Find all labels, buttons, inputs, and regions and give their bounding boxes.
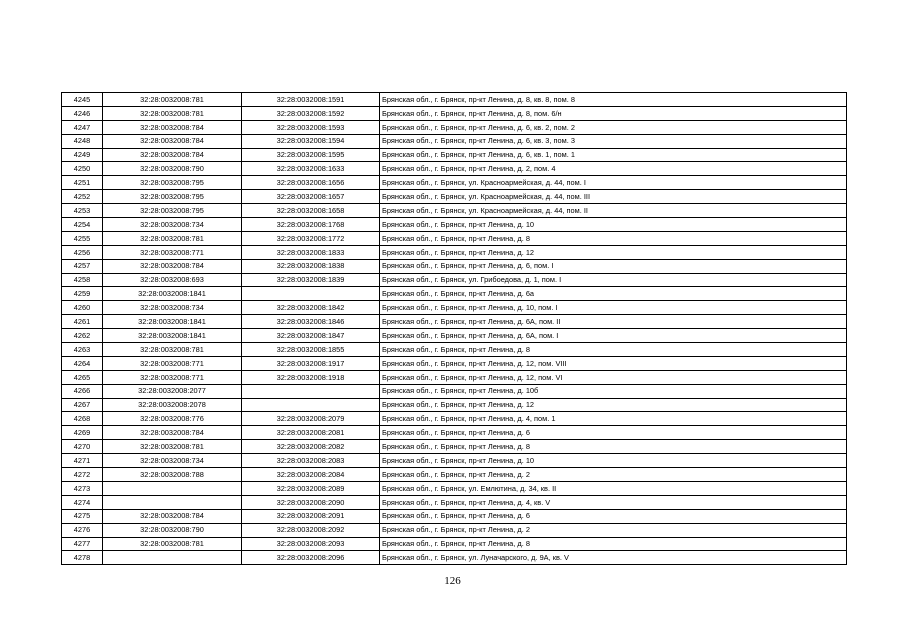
table-row	[62, 412, 847, 426]
parent-cadastral-number-cell: 32:28:0032008:788	[103, 468, 242, 482]
cadastral-number-cell: 32:28:0032008:1657	[242, 190, 380, 204]
address-cell: Брянская обл., г. Брянск, пр-кт Ленина, д. 2	[380, 523, 847, 537]
table-row	[62, 440, 847, 454]
cadastral-number-cell: 32:28:0032008:1768	[242, 218, 380, 232]
cadastral-number-cell	[242, 287, 380, 301]
cadastral-number-cell: 32:28:0032008:1839	[242, 273, 380, 287]
table-row	[62, 343, 847, 357]
address-cell: Брянская обл., г. Брянск, пр-кт Ленина, д. 8, кв. 8, пом. 8	[380, 93, 847, 107]
parent-cadastral-number-cell: 32:28:0032008:795	[103, 204, 242, 218]
address-cell: Брянская обл., г. Брянск, пр-кт Ленина, д. 6	[380, 509, 847, 523]
cadastral-number-cell: 32:28:0032008:1591	[242, 93, 380, 107]
parent-cadastral-number-cell	[103, 495, 242, 509]
cadastral-number-cell: 32:28:0032008:1595	[242, 148, 380, 162]
row-number-cell: 4264	[62, 356, 103, 370]
cadastral-number-cell	[242, 398, 380, 412]
row-number-cell: 4259	[62, 287, 103, 301]
parent-cadastral-number-cell: 32:28:0032008:784	[103, 134, 242, 148]
row-number-cell: 4271	[62, 454, 103, 468]
parent-cadastral-number-cell: 32:28:0032008:776	[103, 412, 242, 426]
table-row	[62, 106, 847, 120]
address-cell: Брянская обл., г. Брянск, пр-кт Ленина, д. 8	[380, 343, 847, 357]
row-number-cell: 4246	[62, 106, 103, 120]
row-number-cell: 4254	[62, 218, 103, 232]
address-cell: Брянская обл., г. Брянск, пр-кт Ленина, д. 6, кв. 3, пом. 3	[380, 134, 847, 148]
address-cell: Брянская обл., г. Брянск, ул. Красноармейская, д. 44, пом. I	[380, 176, 847, 190]
parent-cadastral-number-cell: 32:28:0032008:784	[103, 120, 242, 134]
parent-cadastral-number-cell: 32:28:0032008:693	[103, 273, 242, 287]
address-cell: Брянская обл., г. Брянск, пр-кт Ленина, д. 8	[380, 231, 847, 245]
parent-cadastral-number-cell: 32:28:0032008:784	[103, 426, 242, 440]
parent-cadastral-number-cell	[103, 551, 242, 565]
cadastral-number-cell: 32:28:0032008:1838	[242, 259, 380, 273]
parent-cadastral-number-cell: 32:28:0032008:2078	[103, 398, 242, 412]
cadastral-number-cell: 32:28:0032008:1658	[242, 204, 380, 218]
table-row	[62, 204, 847, 218]
table-row	[62, 190, 847, 204]
table-row	[62, 509, 847, 523]
address-cell: Брянская обл., г. Брянск, пр-кт Ленина, д. 8, пом. 6/н	[380, 106, 847, 120]
address-cell: Брянская обл., г. Брянск, пр-кт Ленина, д. 6, кв. 2, пом. 2	[380, 120, 847, 134]
page-number: 126	[444, 575, 461, 587]
registry-table-body	[62, 93, 847, 565]
row-number-cell: 4249	[62, 148, 103, 162]
address-cell: Брянская обл., г. Брянск, пр-кт Ленина, д. 2	[380, 468, 847, 482]
parent-cadastral-number-cell: 32:28:0032008:2077	[103, 384, 242, 398]
table-row	[62, 231, 847, 245]
row-number-cell: 4274	[62, 495, 103, 509]
row-number-cell: 4255	[62, 231, 103, 245]
table-row	[62, 134, 847, 148]
address-cell: Брянская обл., г. Брянск, ул. Луначарского, д. 9А, кв. V	[380, 551, 847, 565]
row-number-cell: 4256	[62, 245, 103, 259]
row-number-cell: 4277	[62, 537, 103, 551]
parent-cadastral-number-cell: 32:28:0032008:1841	[103, 315, 242, 329]
cadastral-number-cell: 32:28:0032008:2090	[242, 495, 380, 509]
parent-cadastral-number-cell: 32:28:0032008:781	[103, 537, 242, 551]
cadastral-number-cell: 32:28:0032008:2084	[242, 468, 380, 482]
cadastral-number-cell: 32:28:0032008:1842	[242, 301, 380, 315]
address-cell: Брянская обл., г. Брянск, ул. Красноармейская, д. 44, пом. II	[380, 204, 847, 218]
address-cell: Брянская обл., г. Брянск, пр-кт Ленина, д. 4, кв. V	[380, 495, 847, 509]
cadastral-number-cell: 32:28:0032008:1594	[242, 134, 380, 148]
table-row	[62, 315, 847, 329]
table-row	[62, 356, 847, 370]
cadastral-number-cell: 32:28:0032008:1592	[242, 106, 380, 120]
address-cell: Брянская обл., г. Брянск, ул. Грибоедова, д. 1, пом. I	[380, 273, 847, 287]
table-row	[62, 454, 847, 468]
table-row	[62, 468, 847, 482]
table-row	[62, 93, 847, 107]
row-number-cell: 4261	[62, 315, 103, 329]
table-row	[62, 245, 847, 259]
parent-cadastral-number-cell: 32:28:0032008:790	[103, 162, 242, 176]
address-cell: Брянская обл., г. Брянск, пр-кт Ленина, д. 10, пом. I	[380, 301, 847, 315]
address-cell: Брянская обл., г. Брянск, пр-кт Ленина, д. 6а	[380, 287, 847, 301]
address-cell: Брянская обл., г. Брянск, пр-кт Ленина, д. 4, пом. 1	[380, 412, 847, 426]
row-number-cell: 4276	[62, 523, 103, 537]
row-number-cell: 4265	[62, 370, 103, 384]
table-row	[62, 148, 847, 162]
address-cell: Брянская обл., г. Брянск, пр-кт Ленина, д. 12	[380, 398, 847, 412]
row-number-cell: 4267	[62, 398, 103, 412]
row-number-cell: 4266	[62, 384, 103, 398]
address-cell: Брянская обл., г. Брянск, пр-кт Ленина, д. 10	[380, 218, 847, 232]
row-number-cell: 4270	[62, 440, 103, 454]
row-number-cell: 4250	[62, 162, 103, 176]
parent-cadastral-number-cell: 32:28:0032008:790	[103, 523, 242, 537]
row-number-cell: 4247	[62, 120, 103, 134]
table-row	[62, 537, 847, 551]
cadastral-number-cell: 32:28:0032008:2083	[242, 454, 380, 468]
cadastral-number-cell: 32:28:0032008:2091	[242, 509, 380, 523]
address-cell: Брянская обл., г. Брянск, пр-кт Ленина, д. 10б	[380, 384, 847, 398]
parent-cadastral-number-cell: 32:28:0032008:784	[103, 259, 242, 273]
cadastral-number-cell: 32:28:0032008:1633	[242, 162, 380, 176]
row-number-cell: 4252	[62, 190, 103, 204]
table-row	[62, 329, 847, 343]
address-cell: Брянская обл., г. Брянск, пр-кт Ленина, д. 12, пом. VI	[380, 370, 847, 384]
address-cell: Брянская обл., г. Брянск, пр-кт Ленина, д. 8	[380, 440, 847, 454]
table-row	[62, 273, 847, 287]
address-cell: Брянская обл., г. Брянск, пр-кт Ленина, д. 12	[380, 245, 847, 259]
cadastral-number-cell: 32:28:0032008:1846	[242, 315, 380, 329]
table-row	[62, 426, 847, 440]
address-cell: Брянская обл., г. Брянск, ул. Красноармейская, д. 44, пом. III	[380, 190, 847, 204]
address-cell: Брянская обл., г. Брянск, пр-кт Ленина, д. 12, пом. VIII	[380, 356, 847, 370]
row-number-cell: 4278	[62, 551, 103, 565]
cadastral-number-cell: 32:28:0032008:1918	[242, 370, 380, 384]
cadastral-number-cell: 32:28:0032008:1833	[242, 245, 380, 259]
parent-cadastral-number-cell: 32:28:0032008:784	[103, 509, 242, 523]
address-cell: Брянская обл., г. Брянск, пр-кт Ленина, д. 2, пом. 4	[380, 162, 847, 176]
address-cell: Брянская обл., г. Брянск, ул. Емлютина, д. 34, кв. II	[380, 481, 847, 495]
cadastral-number-cell: 32:28:0032008:1917	[242, 356, 380, 370]
table-row	[62, 162, 847, 176]
cadastral-number-cell: 32:28:0032008:2082	[242, 440, 380, 454]
table-row	[62, 495, 847, 509]
parent-cadastral-number-cell: 32:28:0032008:771	[103, 370, 242, 384]
parent-cadastral-number-cell: 32:28:0032008:784	[103, 148, 242, 162]
property-registry-table	[61, 92, 847, 565]
table-row	[62, 301, 847, 315]
parent-cadastral-number-cell: 32:28:0032008:734	[103, 454, 242, 468]
parent-cadastral-number-cell: 32:28:0032008:781	[103, 231, 242, 245]
parent-cadastral-number-cell: 32:28:0032008:771	[103, 245, 242, 259]
table-row	[62, 176, 847, 190]
cadastral-number-cell: 32:28:0032008:2092	[242, 523, 380, 537]
parent-cadastral-number-cell: 32:28:0032008:781	[103, 93, 242, 107]
row-number-cell: 4273	[62, 481, 103, 495]
cadastral-number-cell: 32:28:0032008:1656	[242, 176, 380, 190]
parent-cadastral-number-cell	[103, 481, 242, 495]
address-cell: Брянская обл., г. Брянск, пр-кт Ленина, д. 10	[380, 454, 847, 468]
row-number-cell: 4272	[62, 468, 103, 482]
row-number-cell: 4245	[62, 93, 103, 107]
address-cell: Брянская обл., г. Брянск, пр-кт Ленина, д. 6А, пом. I	[380, 329, 847, 343]
row-number-cell: 4263	[62, 343, 103, 357]
parent-cadastral-number-cell: 32:28:0032008:795	[103, 176, 242, 190]
row-number-cell: 4260	[62, 301, 103, 315]
cadastral-number-cell: 32:28:0032008:1593	[242, 120, 380, 134]
parent-cadastral-number-cell: 32:28:0032008:1841	[103, 329, 242, 343]
row-number-cell: 4248	[62, 134, 103, 148]
cadastral-number-cell: 32:28:0032008:2089	[242, 481, 380, 495]
cadastral-number-cell: 32:28:0032008:1847	[242, 329, 380, 343]
cadastral-number-cell	[242, 384, 380, 398]
row-number-cell: 4258	[62, 273, 103, 287]
cadastral-number-cell: 32:28:0032008:2093	[242, 537, 380, 551]
table-row	[62, 218, 847, 232]
address-cell: Брянская обл., г. Брянск, пр-кт Ленина, д. 6, пом. I	[380, 259, 847, 273]
table-row	[62, 120, 847, 134]
cadastral-number-cell: 32:28:0032008:2096	[242, 551, 380, 565]
address-cell: Брянская обл., г. Брянск, пр-кт Ленина, д. 6	[380, 426, 847, 440]
parent-cadastral-number-cell: 32:28:0032008:781	[103, 343, 242, 357]
address-cell: Брянская обл., г. Брянск, пр-кт Ленина, д. 6А, пом. II	[380, 315, 847, 329]
cadastral-number-cell: 32:28:0032008:1855	[242, 343, 380, 357]
table-row	[62, 287, 847, 301]
table-row	[62, 370, 847, 384]
row-number-cell: 4251	[62, 176, 103, 190]
parent-cadastral-number-cell: 32:28:0032008:734	[103, 218, 242, 232]
cadastral-number-cell: 32:28:0032008:2081	[242, 426, 380, 440]
parent-cadastral-number-cell: 32:28:0032008:781	[103, 106, 242, 120]
table-row	[62, 523, 847, 537]
cadastral-number-cell: 32:28:0032008:2079	[242, 412, 380, 426]
address-cell: Брянская обл., г. Брянск, пр-кт Ленина, д. 6, кв. 1, пом. 1	[380, 148, 847, 162]
table-row	[62, 481, 847, 495]
table-row	[62, 259, 847, 273]
row-number-cell: 4262	[62, 329, 103, 343]
parent-cadastral-number-cell: 32:28:0032008:795	[103, 190, 242, 204]
table-row	[62, 384, 847, 398]
address-cell: Брянская обл., г. Брянск, пр-кт Ленина, д. 8	[380, 537, 847, 551]
parent-cadastral-number-cell: 32:28:0032008:781	[103, 440, 242, 454]
cadastral-number-cell: 32:28:0032008:1772	[242, 231, 380, 245]
parent-cadastral-number-cell: 32:28:0032008:734	[103, 301, 242, 315]
table-row	[62, 551, 847, 565]
row-number-cell: 4253	[62, 204, 103, 218]
row-number-cell: 4269	[62, 426, 103, 440]
parent-cadastral-number-cell: 32:28:0032008:1841	[103, 287, 242, 301]
parent-cadastral-number-cell: 32:28:0032008:771	[103, 356, 242, 370]
table-row	[62, 398, 847, 412]
row-number-cell: 4257	[62, 259, 103, 273]
row-number-cell: 4268	[62, 412, 103, 426]
row-number-cell: 4275	[62, 509, 103, 523]
